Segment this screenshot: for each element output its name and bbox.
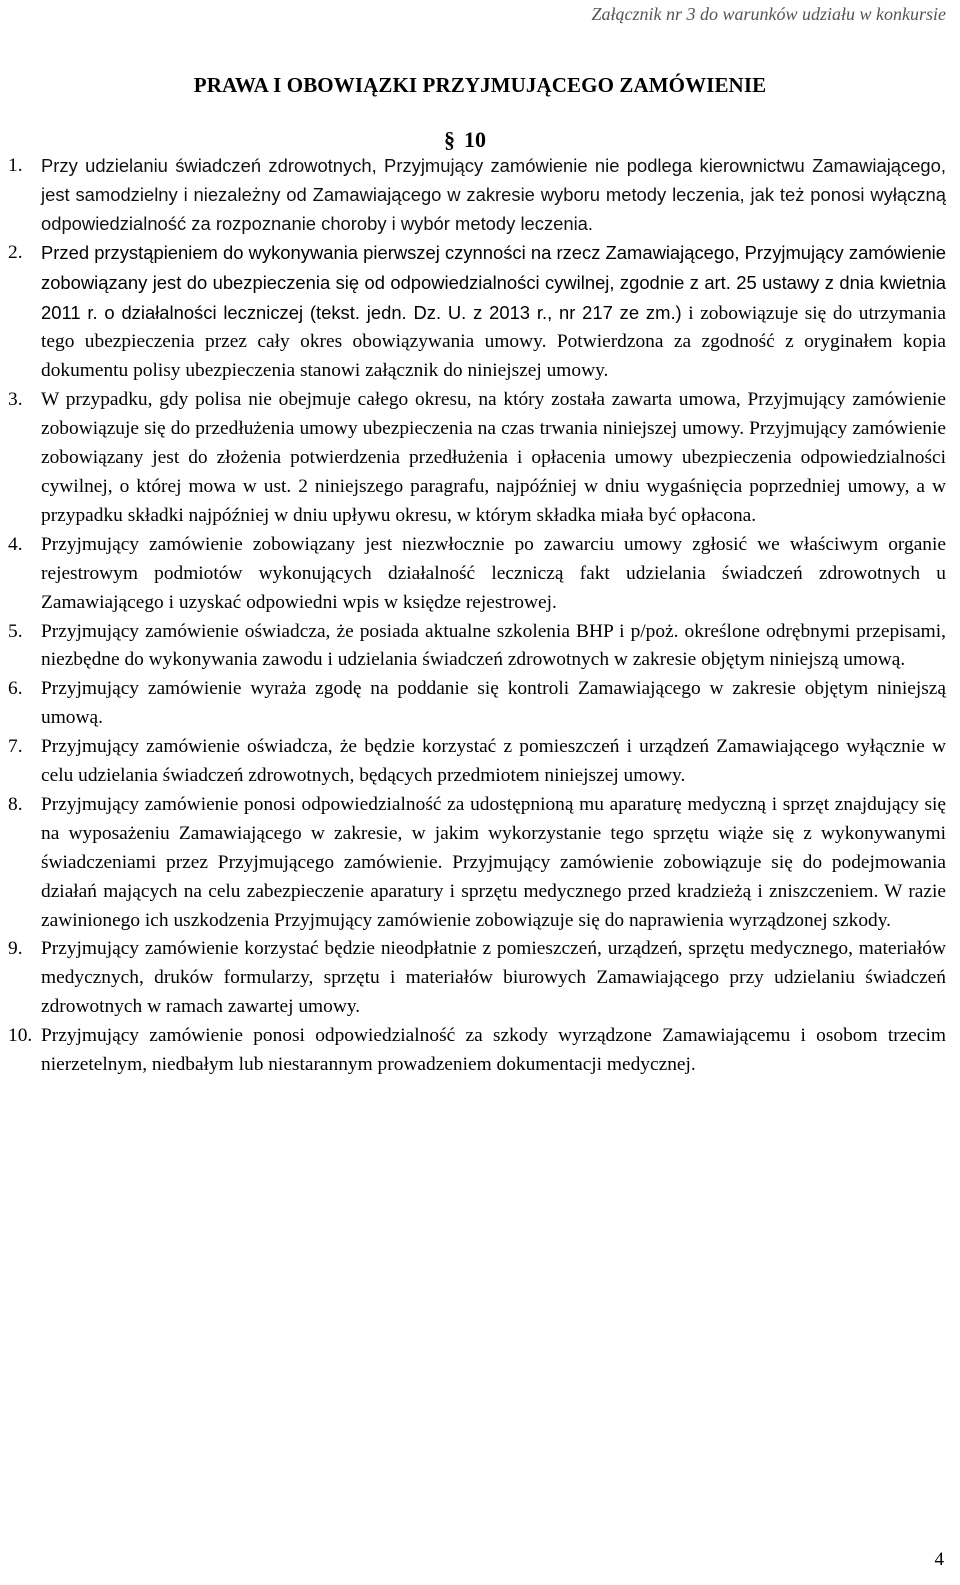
item-number: 9.: [8, 938, 23, 960]
list-item-5: [8, 618, 946, 676]
paragraph-symbol: §: [444, 127, 455, 152]
item-number: 6.: [8, 678, 23, 700]
item-number: 10.: [8, 1025, 33, 1047]
document-title: PRAWA I OBOWIĄZKI PRZYJMUJĄCEGO ZAMÓWIENIE: [193, 73, 767, 97]
item-text: Przyjmujący zamówienie ponosi odpowiedzialność za szkody wyrządzone Zamawiającemu i osobom trzecim nierzetelnym, niedbałym lub niestarannym prowadzeniem dokumentacji medycznej.: [41, 1025, 946, 1076]
list-item-3: [8, 386, 946, 531]
item-number: 5.: [8, 620, 23, 642]
item-text: W przypadku, gdy polisa nie obejmuje całego okresu, na który została zawarta umowa, Przyjmujący zamówienie zobowiązuje się do przedłużenia umowy ubezpieczenia na czas trwania niniejszej umowy. Przyjmujący zamówienie zobowiązany jest do złożenia potwierdzenia przedłużenia i opłacenia umowy ubezpieczenia odpowiedzialności cywilnej, o której mowa w ust. 2 niniejszego paragrafu, najpóźniej w dniu wygaśnięcia poprzedniej umowy, a w przypadku składki najpóźniej w dniu upływu okresu, w którym składka miała być opłacona.: [41, 389, 946, 526]
item-number: 7.: [8, 736, 23, 758]
item-number: 8.: [8, 793, 23, 815]
item-number: 3.: [8, 389, 23, 411]
obligations-list: [8, 152, 946, 1080]
item-text: Przyjmujący zamówienie oświadcza, że będzie korzystać z pomieszczeń i urządzeń Zamawiającego wyłącznie w celu udzielania świadczeń zdrowotnych, będących przedmiotem niniejszej umowy.: [41, 736, 946, 787]
item-text: Przyjmujący zamówienie wyraża zgodę na poddanie się kontroli Zamawiającego w zakresie objętym niniejszą umową.: [41, 678, 946, 729]
item-text: Przyjmujący zamówienie ponosi odpowiedzialność za udostępnioną mu aparaturę medyczną i sprzęt znajdujący się na wyposażeniu Zamawiającego w zakresie, w jakim wykorzystanie tego sprzętu wiąże się z wykonywanymi świadczeniami przez Przyjmującego zamówienie. Przyjmujący zamówienie zobowiązuje się do podejmowania działań mających na celu zabezpieczenie aparatury i sprzętu medycznego przed kradzieżą i zniszczeniem. W razie zawinionego ich uszkodzenia Przyjmujący zamówienie zobowiązuje się do naprawienia wyrządzonej szkody.: [41, 793, 946, 931]
list-item-7: [8, 733, 946, 791]
item-text: Przyjmujący zamówienie zobowiązany jest niezwłocznie po zawarciu umowy zgłosić we właściwym organie rejestrowym podmiotów wykonujących działalność leczniczą fakt udzielania świadczeń zdrowotnych u Zamawiającego i uzyskać odpowiedni wpis w księdze rejestrowej.: [41, 533, 946, 613]
list-item-6: [8, 675, 946, 733]
item-text: Przyjmujący zamówienie oświadcza, że posiada aktualne szkolenia BHP i p/poż. określone odrębnymi przepisami, niezbędne do wykonywania zawodu i udzielania świadczeń zdrowotnych w zakresie objętym niniejszą umową.: [41, 620, 946, 671]
list-item-4: [8, 531, 946, 618]
paragraph-number: 10: [464, 127, 486, 152]
item-number: 2.: [8, 241, 23, 263]
item-text-part-b: i zobowiązuje się do utrzymania tego ubezpieczenia przez cały okres obowiązywania umowy. Potwierdzona za zgodność z oryginałem kopia dokumentu polisy ubezpieczenia stanowi załącznik do niniejszej umowy.: [41, 302, 947, 382]
item-text: [41, 239, 946, 387]
list-item-10: [8, 1022, 946, 1080]
list-item-8: [8, 791, 946, 936]
header-note: Załącznik nr 3 do warunków udziału w konkursie: [591, 4, 946, 24]
paragraph-heading: [444, 127, 486, 153]
item-number: 1.: [8, 155, 23, 176]
list-item-1: [8, 152, 946, 239]
item-text: Przy udzielaniu świadczeń zdrowotnych, Przyjmujący zamówienie nie podlega kierownictwu Zamawiającego, jest samodzielny i niezależny od Zamawiającego w zakresie wyboru metody leczenia, jak też ponosi wyłączną odpowiedzialność za rozpoznanie choroby i wybór metody leczenia.: [41, 155, 946, 234]
list-item-9: [8, 935, 946, 1022]
page-number: 4: [934, 1549, 944, 1570]
list-item-2: [8, 239, 946, 387]
item-number: 4.: [8, 533, 23, 555]
item-text-part-a: Przed przystąpieniem do wykonywania pierwszej czynności na rzecz Zamawiającego, Przyjmujący zamówienie zobowiązany jest do ubezpieczenia się od odpowiedzialności cywilnej, zgodnie z art. 25 ustawy z dnia kwietnia 2011 r. o działalności leczniczej (tekst. jedn. Dz. U. z 2013 r., nr 217 ze zm.): [41, 241, 946, 323]
item-text: Przyjmujący zamówienie korzystać będzie nieodpłatnie z pomieszczeń, urządzeń, sprzętu medycznego, materiałów medycznych, druków formularzy, sprzętu i materiałów biurowych Zamawiającego przy udzielaniu świadczeń zdrowotnych w ramach zawartej umowy.: [41, 938, 946, 1018]
